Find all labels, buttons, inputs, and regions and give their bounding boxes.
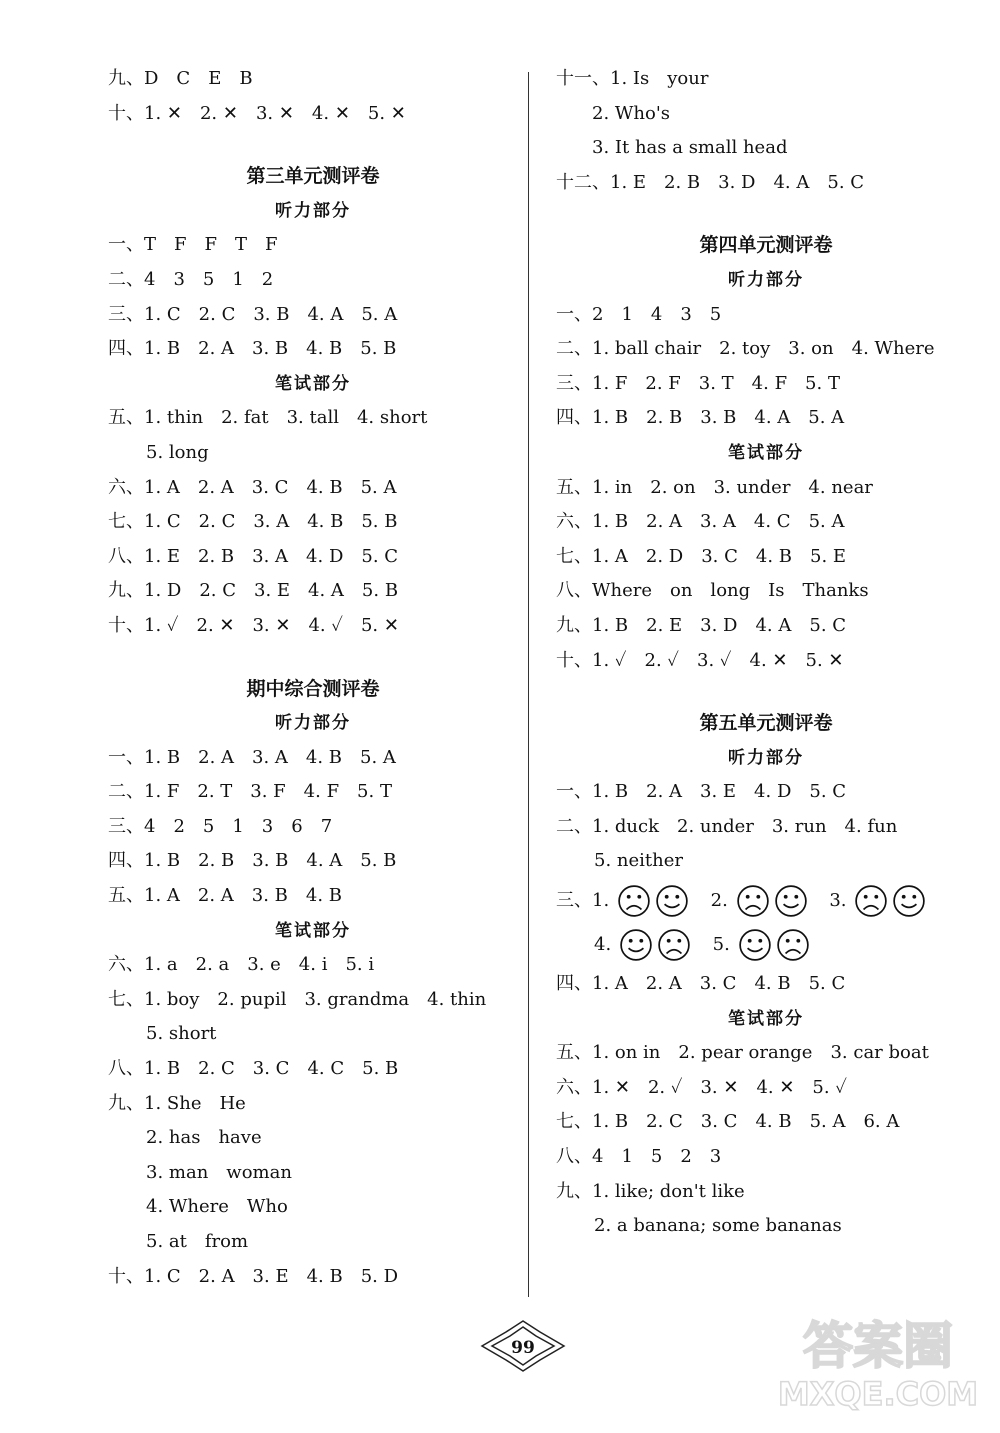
watermark-text-cn: 答案圈 xyxy=(803,1317,953,1375)
happy-face-icon xyxy=(774,884,808,918)
answer-line: 十、1. ✕ 2. ✕ 3. ✕ 4. ✕ 5. ✕ xyxy=(108,102,406,124)
sad-face-icon xyxy=(776,928,810,962)
section-title: 期中综合测评卷 xyxy=(246,677,380,700)
answer-line: 四、1. B 2. B 3. B 4. A 5. B xyxy=(108,850,397,872)
answer-line: 六、1. ✕ 2. ✓ 3. ✕ 4. ✕ 5. ✓ xyxy=(556,1076,847,1098)
subsection-title: 笔试部分 xyxy=(275,920,351,941)
answer-line: 3. It has a small head xyxy=(556,137,788,159)
answer-line: 八、Where on long Is Thanks xyxy=(556,580,869,602)
happy-face-icon xyxy=(619,928,653,962)
answer-line: 十、1. C 2. A 3. E 4. B 5. D xyxy=(108,1265,399,1287)
column-divider xyxy=(528,72,529,1297)
answer-line: 七、1. C 2. C 3. A 4. B 5. B xyxy=(108,511,398,533)
answer-label: 3. xyxy=(829,890,847,912)
answer-label: 2. xyxy=(710,890,728,912)
section-title: 第五单元测评卷 xyxy=(699,712,833,735)
answer-line: 八、1. B 2. C 3. C 4. C 5. B xyxy=(108,1058,399,1080)
answer-line: 2. Who's xyxy=(556,102,671,124)
answer-line: 二、1. ball chair 2. toy 3. on 4. Where xyxy=(556,338,935,360)
answer-line: 十二、1. E 2. B 3. D 4. A 5. C xyxy=(556,171,865,193)
answer-line: 一、T F F T F xyxy=(108,234,278,256)
subsection-title: 听力部分 xyxy=(275,713,351,734)
answer-line: 五、1. thin 2. fat 3. tall 4. short xyxy=(108,407,428,429)
section-gap xyxy=(108,644,518,672)
answer-line: 一、1. B 2. A 3. E 4. D 5. C xyxy=(556,781,847,803)
answer-line: 2. a banana; some bananas xyxy=(594,1215,842,1237)
subsection-title: 笔试部分 xyxy=(728,442,804,463)
watermark-text-en: MXQE.COM xyxy=(778,1375,978,1413)
answer-line: 2. has have xyxy=(146,1127,262,1149)
answer-line: 4. Where Who xyxy=(146,1196,288,1218)
watermark-logo xyxy=(778,1305,978,1415)
sad-face-icon xyxy=(617,884,651,918)
sad-face-icon xyxy=(736,884,770,918)
answer-line: 九、1. She He xyxy=(108,1092,246,1114)
answer-line: 5. short xyxy=(146,1023,217,1045)
answer-line: 五、1. A 2. A 3. B 4. B xyxy=(108,885,343,907)
section-title: 第三单元测评卷 xyxy=(246,165,380,188)
answer-line: 3. man woman xyxy=(146,1161,292,1183)
answer-line: 六、1. a 2. a 3. e 4. i 5. i xyxy=(108,954,375,976)
answer-line: 四、1. A 2. A 3. C 4. B 5. C xyxy=(556,973,846,995)
answer-line: 三、1. C 2. C 3. B 4. A 5. A xyxy=(108,303,398,325)
answer-line: 九、1. D 2. C 3. E 4. A 5. B xyxy=(108,580,399,602)
subsection-title: 听力部分 xyxy=(728,747,804,768)
answer-line: 一、2 1 4 3 5 xyxy=(556,303,722,325)
answer-line: 四、1. B 2. B 3. B 4. A 5. A xyxy=(556,407,845,429)
answer-line: 六、1. B 2. A 3. A 4. C 5. A xyxy=(556,511,845,533)
answer-label: 5. xyxy=(712,934,730,956)
answer-line: 四、1. B 2. A 3. B 4. B 5. B xyxy=(108,338,397,360)
answer-line: 五、1. on in 2. pear orange 3. car boat xyxy=(556,1042,929,1064)
subsection-title: 听力部分 xyxy=(728,269,804,290)
answer-line: 六、1. A 2. A 3. C 4. B 5. A xyxy=(108,476,397,498)
answer-line: 九、1. like; don't like xyxy=(556,1180,745,1202)
section-gap xyxy=(556,678,976,706)
answer-line: 五、1. in 2. on 3. under 4. near xyxy=(556,476,873,498)
answer-line: 八、1. E 2. B 3. A 4. D 5. C xyxy=(108,545,399,567)
answer-line: 5. at from xyxy=(146,1231,249,1252)
right-column xyxy=(556,62,976,1244)
happy-face-icon xyxy=(892,884,926,918)
answer-line: 七、1. B 2. C 3. C 4. B 5. A 6. A xyxy=(556,1111,900,1133)
answer-line: 5. neither xyxy=(594,850,683,872)
subsection-title: 笔试部分 xyxy=(275,373,351,394)
subsection-title: 听力部分 xyxy=(275,200,351,221)
answer-line: 三、1. F 2. F 3. T 4. F 5. T xyxy=(556,372,840,394)
answer-line: 十、1. ✓ 2. ✓ 3. ✓ 4. ✕ 5. ✕ xyxy=(556,649,844,671)
happy-face-icon xyxy=(738,928,772,962)
answer-line: 5. long xyxy=(146,441,209,463)
answer-line: 十一、1. Is your xyxy=(556,68,709,89)
subsection-title: 笔试部分 xyxy=(728,1008,804,1029)
answer-label: 4. xyxy=(594,934,612,956)
section-gap xyxy=(108,131,518,159)
answer-line: 八、4 1 5 2 3 xyxy=(556,1146,722,1168)
answer-line: 二、4 3 5 1 2 xyxy=(108,268,274,290)
answer-line: 一、1. B 2. A 3. A 4. B 5. A xyxy=(108,746,396,768)
answer-line: 十、1. ✓ 2. ✕ 3. ✕ 4. ✓ 5. ✕ xyxy=(108,614,399,636)
answer-line: 三、4 2 5 1 3 6 7 xyxy=(108,815,333,837)
section-gap xyxy=(556,200,976,228)
answer-line: 九、D C E B xyxy=(108,68,253,89)
answer-line: 七、1. boy 2. pupil 3. grandma 4. thin xyxy=(108,988,487,1010)
sad-face-icon xyxy=(854,884,888,918)
answer-line: 七、1. A 2. D 3. C 4. B 5. E xyxy=(556,545,847,567)
answer-line: 二、1. duck 2. under 3. run 4. fun xyxy=(556,815,898,837)
sad-face-icon xyxy=(657,928,691,962)
answer-line: 九、1. B 2. E 3. D 4. A 5. C xyxy=(556,614,847,636)
answer-label: 三、1. xyxy=(556,890,610,912)
left-column xyxy=(108,62,518,1294)
face-answer-line xyxy=(556,879,976,923)
answer-line: 二、1. F 2. T 3. F 4. F 5. T xyxy=(108,781,392,803)
face-answer-line xyxy=(556,923,976,967)
page-number-badge xyxy=(478,1318,568,1374)
happy-face-icon xyxy=(655,884,689,918)
page-number: 99 xyxy=(511,1338,535,1358)
section-title: 第四单元测评卷 xyxy=(699,234,833,257)
